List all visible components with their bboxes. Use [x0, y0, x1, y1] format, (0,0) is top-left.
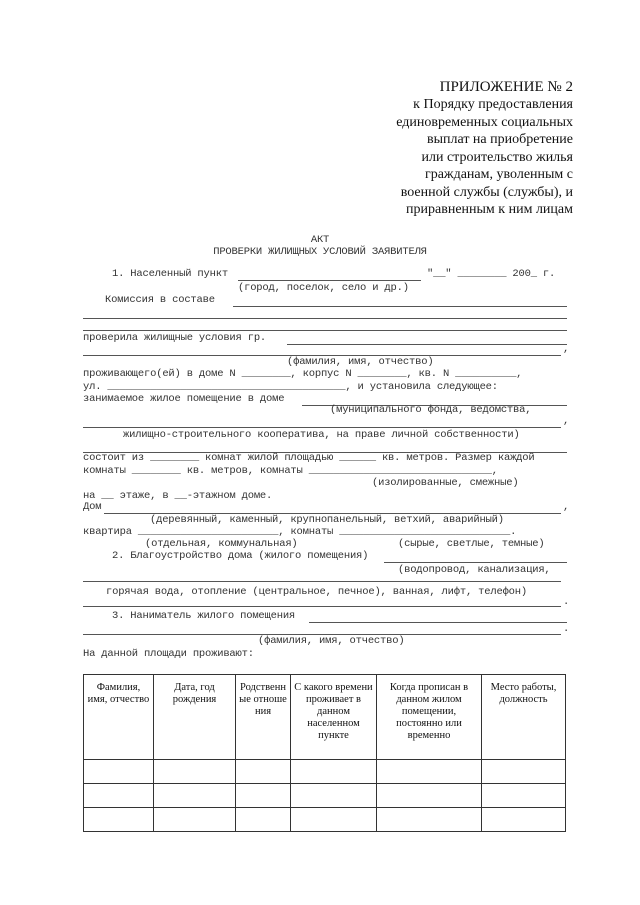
settlement-label: 1. Населенный пункт	[112, 268, 228, 280]
act-title: АКТ	[310, 234, 330, 246]
table-cell[interactable]	[236, 808, 291, 832]
floor-line: на __ этаже, в __-этажном доме.	[83, 490, 273, 502]
settlement-caption: (город, поселок, село и др.)	[238, 282, 409, 294]
table-header-row	[84, 675, 566, 760]
table-cell[interactable]	[84, 760, 154, 784]
table-cell[interactable]	[236, 760, 291, 784]
comma: ,	[563, 415, 570, 427]
appendix-title: ПРИЛОЖЕНИЕ № 2	[439, 79, 573, 95]
appendix-line: приравненным к ним лицам	[406, 202, 573, 217]
tenant-caption: (фамилия, имя, отчество)	[258, 635, 405, 647]
house-label: Дом	[83, 501, 102, 513]
residents-label: На данной площади проживают:	[83, 648, 254, 660]
table-cell[interactable]	[377, 808, 482, 832]
period: .	[563, 623, 570, 635]
tenant-field[interactable]	[309, 622, 567, 623]
table-cell[interactable]	[154, 808, 236, 832]
table-cell[interactable]	[482, 808, 566, 832]
table-cell[interactable]	[291, 808, 377, 832]
premises-field-line[interactable]	[83, 427, 561, 428]
commission-field-line[interactable]	[83, 330, 567, 331]
street-line: ул. _______________________________________, и установила следующее:	[83, 381, 498, 393]
act-subtitle: ПРОВЕРКИ ЖИЛИЩНЫХ УСЛОВИЙ ЗАЯВИТЕЛЯ	[213, 246, 427, 258]
address-line: проживающего(ей) в доме N ________, корпус N ________, кв. N __________,	[83, 368, 523, 380]
rooms-caption: (изолированные, смежные)	[372, 477, 519, 489]
amenities-field-line[interactable]	[83, 581, 561, 582]
checked-label: проверила жилищные условия гр.	[83, 332, 267, 344]
commission-field[interactable]	[233, 306, 567, 307]
header-since: С какого времени проживает в данном населенном пункте	[291, 675, 377, 760]
appendix-line: выплат на приобретение	[426, 132, 573, 147]
amenities-caption-2: горячая вода, отопление (центральное, печное), ванная, лифт, телефон)	[106, 586, 527, 598]
appendix-line: единовременных социальных	[396, 115, 573, 130]
table-cell[interactable]	[154, 784, 236, 808]
header-birthdate: Дата, год рождения	[154, 675, 236, 760]
table-cell[interactable]	[84, 784, 154, 808]
header-fio: Фамилия, имя, отчество	[84, 675, 154, 760]
header-registration: Когда прописан в данном жилом помещении, постоянно или временно	[377, 675, 482, 760]
table-cell[interactable]	[377, 760, 482, 784]
table-row	[84, 760, 566, 784]
amenities-label: 2. Благоустройство дома (жилого помещения)	[112, 550, 369, 562]
period: .	[563, 596, 570, 608]
table-cell[interactable]	[482, 760, 566, 784]
apartment-line: квартира _______________________, комнаты ____________________________.	[83, 526, 517, 538]
rooms-line: состоит из ________ комнат жилой площадью ______ кв. метров. Размер каждой	[83, 452, 535, 464]
appendix-line: военной службы (службы), и	[400, 185, 573, 200]
table-cell[interactable]	[84, 808, 154, 832]
tenant-label: 3. Наниматель жилого помещения	[112, 610, 296, 622]
act-date: "__" ________ 200_ г.	[427, 268, 556, 280]
table-cell[interactable]	[377, 784, 482, 808]
fio-caption: (фамилия, имя, отчество)	[287, 356, 434, 368]
appendix-line: или строительство жилья	[421, 150, 573, 165]
house-caption: (деревянный, каменный, крупнопанельный, ветхий, аварийный)	[150, 514, 504, 526]
table-row	[84, 784, 566, 808]
table-cell[interactable]	[291, 784, 377, 808]
amenities-field-line-2[interactable]	[83, 606, 561, 607]
commission-label: Комиссия в составе	[105, 294, 215, 306]
header-relation: Родственные отношения	[236, 675, 291, 760]
room-size-line: комнаты ________ кв. метров, комнаты ______________________________,	[83, 465, 498, 477]
header-workplace: Место работы, должность	[482, 675, 566, 760]
appendix-line: гражданам, уволенным с	[424, 167, 573, 182]
table-cell[interactable]	[482, 784, 566, 808]
apartment-caption: (отдельная, коммунальная)	[145, 538, 298, 550]
settlement-field[interactable]	[238, 280, 421, 281]
rooms-quality-caption: (сырые, светлые, темные)	[398, 538, 545, 550]
premises-label: занимаемое жилое помещение в доме	[83, 393, 285, 405]
amenities-field[interactable]	[384, 562, 567, 563]
ownership-caption: жилищно-строительного кооператива, на праве личной собственности)	[123, 429, 520, 441]
comma: ,	[563, 343, 570, 355]
comma: ,	[563, 501, 570, 513]
citizen-name-field[interactable]	[287, 344, 567, 345]
amenities-caption: (водопровод, канализация,	[398, 564, 551, 576]
appendix-line: к Порядку предоставления	[413, 97, 573, 112]
commission-field-line[interactable]	[83, 318, 567, 319]
table-cell[interactable]	[236, 784, 291, 808]
premises-caption: (муниципального фонда, ведомства,	[330, 404, 532, 416]
table-cell[interactable]	[154, 760, 236, 784]
table-cell[interactable]	[291, 760, 377, 784]
residents-table	[83, 674, 566, 832]
table-row	[84, 808, 566, 832]
